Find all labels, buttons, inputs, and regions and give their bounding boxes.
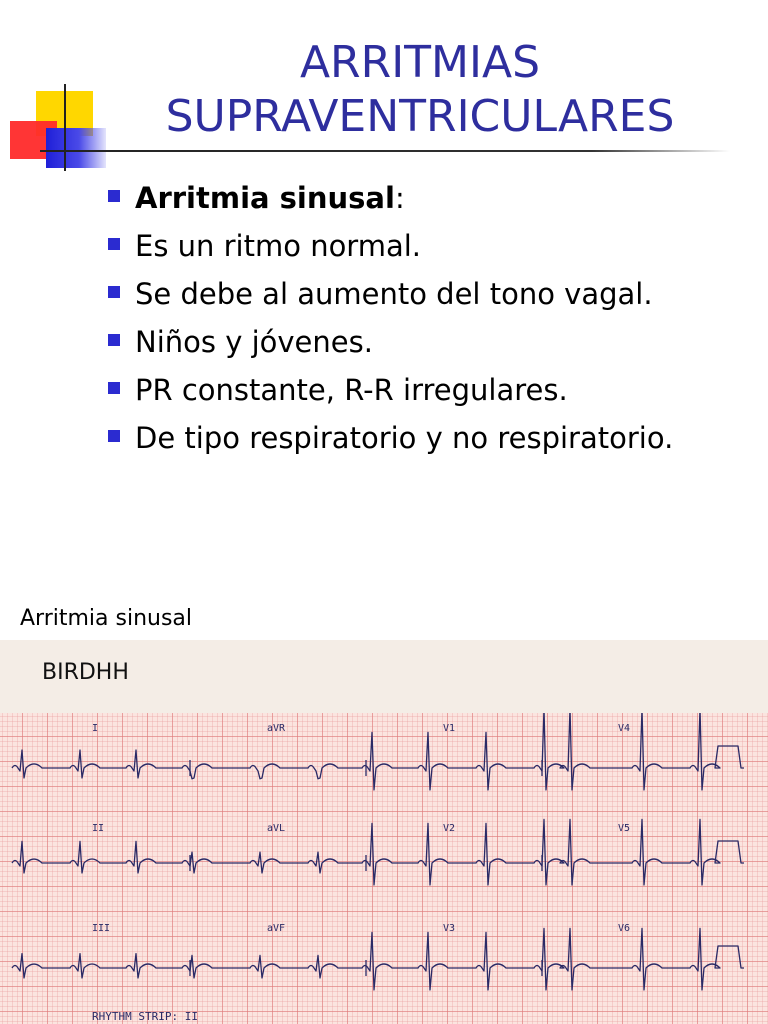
bullet-text: : bbox=[394, 181, 405, 215]
lead-label: I bbox=[92, 723, 99, 734]
bullet-text: Es un ritmo normal. bbox=[135, 229, 422, 263]
ecg-photo bbox=[0, 640, 768, 1024]
bullet-bold: Arritmia sinusal bbox=[135, 181, 395, 215]
lead-label: II bbox=[92, 823, 105, 834]
bullet-item bbox=[108, 174, 673, 222]
bullet-item bbox=[108, 366, 673, 414]
bullet-text: PR constante, R-R irregulares. bbox=[135, 373, 568, 407]
ecg-paper bbox=[0, 713, 768, 1024]
square-bullet-icon bbox=[108, 286, 120, 298]
bullet-text: Se debe al aumento del tono vagal. bbox=[135, 277, 653, 311]
square-bullet-icon bbox=[108, 190, 120, 202]
bullet-item bbox=[108, 222, 673, 270]
square-bullet-icon bbox=[108, 382, 120, 394]
lead-label: V2 bbox=[443, 823, 456, 834]
lead-label: aVR bbox=[267, 723, 286, 734]
bullet-text: Niños y jóvenes. bbox=[135, 325, 373, 359]
ecg-header-label: BIRDHH bbox=[42, 660, 129, 685]
lead-label: V5 bbox=[618, 823, 631, 834]
bullet-item bbox=[108, 414, 673, 462]
decor-blue-square bbox=[46, 128, 106, 168]
square-bullet-icon bbox=[108, 430, 120, 442]
square-bullet-icon bbox=[108, 238, 120, 250]
ecg-trace-row-2 bbox=[12, 819, 744, 885]
lead-label: V4 bbox=[618, 723, 631, 734]
ecg-caption: Arritmia sinusal bbox=[20, 606, 193, 631]
lead-label: aVF bbox=[267, 923, 286, 934]
title-line-2: SUPRAVENTRICULARES bbox=[165, 91, 675, 142]
lead-label: V1 bbox=[443, 723, 456, 734]
lead-label: V6 bbox=[618, 923, 631, 934]
bullet-text: De tipo respiratorio y no respiratorio. bbox=[135, 421, 674, 455]
bullet-item bbox=[108, 318, 673, 366]
slide-title bbox=[120, 36, 720, 144]
ecg-trace-row-3 bbox=[12, 928, 744, 990]
title-line-1: ARRITMIAS bbox=[299, 37, 541, 88]
lead-label: V3 bbox=[443, 923, 456, 934]
square-bullet-icon bbox=[108, 334, 120, 346]
title-underline bbox=[40, 150, 730, 152]
lead-label: aVL bbox=[267, 823, 286, 834]
ecg-trace-row-1 bbox=[12, 713, 744, 790]
bullet-list bbox=[108, 174, 673, 462]
ecg-tracing bbox=[0, 713, 768, 1024]
lead-label: III bbox=[92, 923, 111, 934]
rhythm-strip-label: RHYTHM STRIP: II bbox=[92, 1010, 198, 1023]
decor-vertical-line bbox=[64, 84, 66, 171]
bullet-item bbox=[108, 270, 673, 318]
